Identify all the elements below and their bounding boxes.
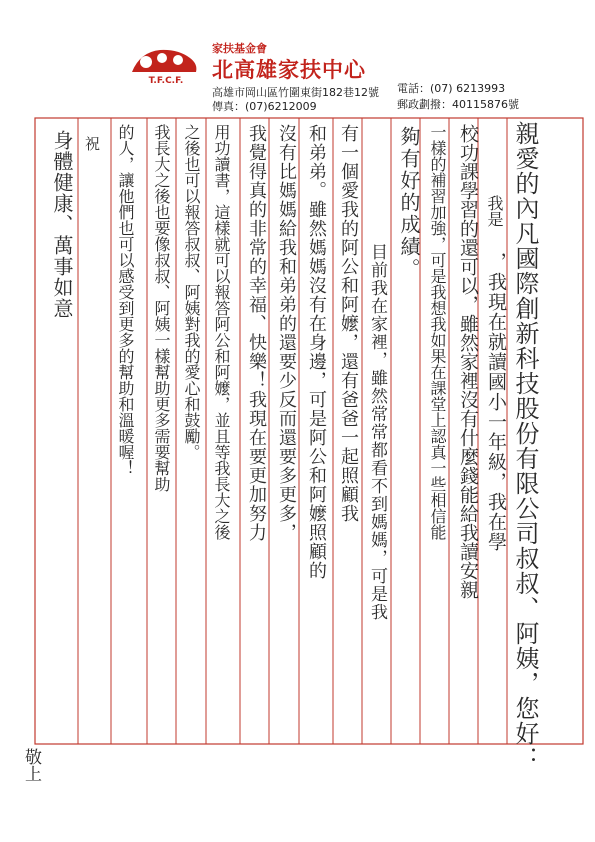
letter-line-4: 一樣的補習加強，可是我想我如果在課堂上認真一些相信能 (428, 124, 447, 540)
letter-line-3: 校功課學習的還可以，雖然家裡沒有什麼錢能給我讀安親 (457, 124, 479, 599)
letter-line-10: 我覺得真的非常的幸福、快樂！我現在要更加努力 (246, 124, 267, 542)
letter-line-9: 沒有比媽媽給我和弟弟的還要少反而還要多更多， (276, 124, 297, 542)
tfcf-logo (126, 42, 206, 88)
letter-line-7: 有一個愛我的阿公和阿嬤，還有爸爸一起照顧我 (338, 124, 359, 523)
letter-line-12: 之後也可以報答叔叔、阿姨對我的愛心和鼓勵。 (182, 124, 201, 460)
letterhead (0, 0, 595, 120)
salutation-zhu: 祝 (83, 136, 101, 151)
phone-number: 電話：(07) 6213993 (397, 82, 506, 95)
letter-line-11: 用功讀書，這樣就可以報答阿公和阿嬤，並且等我長大之後 (212, 124, 231, 540)
address: 高雄市岡山區竹圍東街182巷12號 (212, 86, 379, 99)
letter-line-1: 親愛的內凡國際創新科技股份有限公司叔叔、阿姨，您好： (511, 121, 539, 771)
postal-account: 郵政劃撥：40115876號 (397, 98, 519, 111)
closing-jingshang: 敬上 (21, 748, 41, 782)
letter-line-13: 我長大之後也要像叔叔、阿姨一樣幫助更多需要幫助 (152, 124, 171, 492)
org-name: 家扶基金會 (212, 42, 267, 55)
blessing-line: 身體健康、萬事如意 (50, 130, 74, 319)
svg-text:T.F.C.F.: T.F.C.F. (148, 76, 184, 86)
letter-line-5: 夠有好的成績。 (397, 126, 421, 280)
center-name: 北高雄家扶中心 (212, 58, 366, 82)
fax-number: 傳真：(07)6212009 (212, 100, 317, 113)
letter-line-6: 目前我在家裡，雖然常常都看不到媽媽，可是我 (367, 243, 387, 621)
letter-line-14: 的人，讓他們也可以感受到更多的幫助和溫暖喔！ (116, 124, 135, 476)
letter-line-2a: 我是 (485, 195, 504, 227)
letter-line-2b: ，我現在就讀國小一年級，我在學 (485, 252, 507, 552)
letter-line-8: 和弟弟。雖然媽媽沒有在身邊，可是阿公和阿嬤照顧的 (306, 124, 327, 580)
